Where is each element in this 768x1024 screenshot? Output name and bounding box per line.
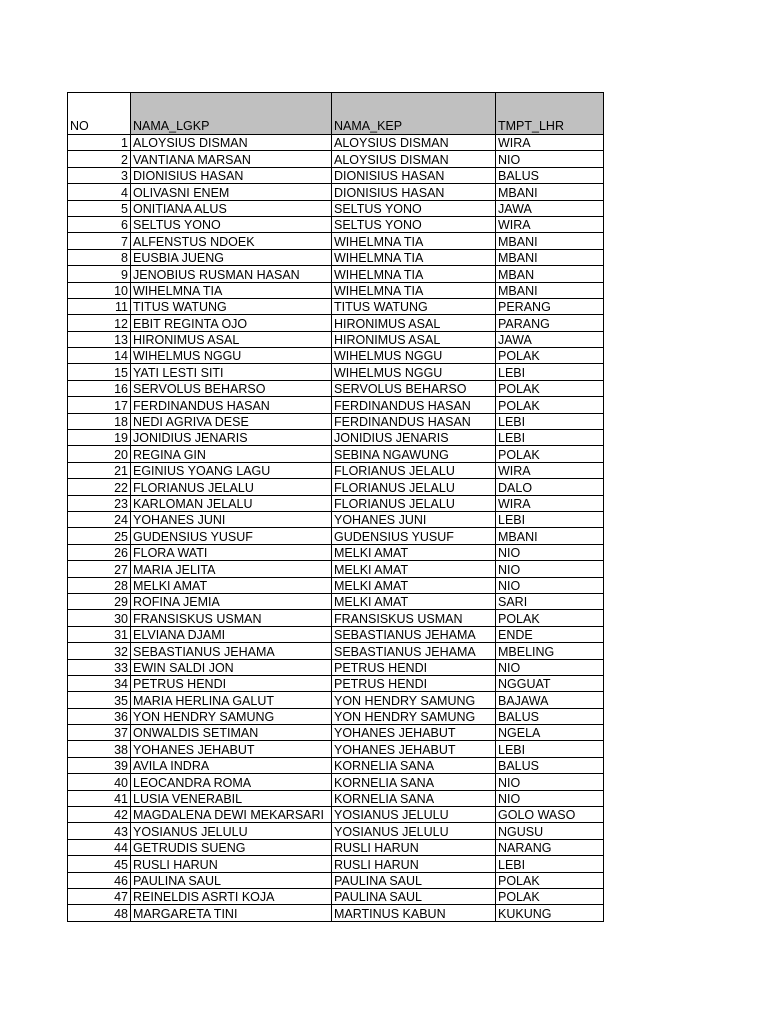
cell-nama-lgkp: EGINIUS YOANG LAGU [131,462,332,478]
cell-no: 10 [68,282,131,298]
cell-no: 20 [68,446,131,462]
cell-nama-kep: FERDINANDUS HASAN [332,413,496,429]
table-row [68,167,604,183]
cell-tmpt-lhr: WIRA [496,462,604,478]
cell-nama-lgkp: EBIT REGINTA OJO [131,315,332,331]
cell-tmpt-lhr: MBANI [496,184,604,200]
cell-tmpt-lhr: WIRA [496,135,604,151]
cell-tmpt-lhr: GOLO WASO [496,807,604,823]
table-row [68,872,604,888]
cell-no: 22 [68,479,131,495]
header-nama-lgkp: NAMA_LGKP [131,93,332,135]
cell-tmpt-lhr: NARANG [496,839,604,855]
table-row [68,151,604,167]
table-row [68,200,604,216]
cell-nama-kep: KORNELIA SANA [332,757,496,773]
cell-nama-lgkp: REGINA GIN [131,446,332,462]
cell-no: 43 [68,823,131,839]
cell-nama-kep: YOHANES JUNI [332,511,496,527]
cell-nama-kep: MARTINUS KABUN [332,905,496,921]
cell-no: 34 [68,675,131,691]
cell-tmpt-lhr: NIO [496,774,604,790]
header-tmpt-lhr: TMPT_LHR [496,93,604,135]
cell-tmpt-lhr: NGGUAT [496,675,604,691]
cell-nama-kep: MELKI AMAT [332,577,496,593]
cell-no: 33 [68,659,131,675]
cell-nama-lgkp: PETRUS HENDI [131,675,332,691]
table-row [68,331,604,347]
table-body [68,135,604,922]
cell-nama-kep: WIHELMUS NGGU [332,364,496,380]
cell-no: 44 [68,839,131,855]
cell-no: 18 [68,413,131,429]
cell-nama-lgkp: YATI LESTI SITI [131,364,332,380]
cell-nama-lgkp: WIHELMUS NGGU [131,348,332,364]
cell-no: 46 [68,872,131,888]
cell-tmpt-lhr: POLAK [496,888,604,904]
cell-tmpt-lhr: POLAK [496,397,604,413]
cell-nama-lgkp: EWIN SALDI JON [131,659,332,675]
cell-no: 47 [68,888,131,904]
cell-tmpt-lhr: POLAK [496,446,604,462]
cell-no: 35 [68,692,131,708]
table-row [68,479,604,495]
table-row [68,216,604,232]
cell-nama-kep: WIHELMNA TIA [332,282,496,298]
cell-nama-lgkp: YOHANES JUNI [131,511,332,527]
table-row [68,135,604,151]
cell-tmpt-lhr: POLAK [496,610,604,626]
cell-nama-lgkp: FERDINANDUS HASAN [131,397,332,413]
cell-no: 17 [68,397,131,413]
cell-no: 29 [68,593,131,609]
cell-nama-kep: HIRONIMUS ASAL [332,315,496,331]
cell-no: 14 [68,348,131,364]
cell-nama-lgkp: JENOBIUS RUSMAN HASAN [131,266,332,282]
table-row [68,643,604,659]
cell-tmpt-lhr: MBELING [496,643,604,659]
table-row [68,380,604,396]
cell-nama-kep: FLORIANUS JELALU [332,495,496,511]
cell-nama-kep: GUDENSIUS YUSUF [332,528,496,544]
cell-nama-kep: ALOYSIUS DISMAN [332,151,496,167]
cell-no: 28 [68,577,131,593]
cell-no: 30 [68,610,131,626]
cell-tmpt-lhr: MBANI [496,528,604,544]
table-row [68,692,604,708]
cell-nama-lgkp: FLORIANUS JELALU [131,479,332,495]
cell-no: 5 [68,200,131,216]
cell-tmpt-lhr: POLAK [496,872,604,888]
table-row [68,823,604,839]
cell-nama-lgkp: MARGARETA TINI [131,905,332,921]
cell-tmpt-lhr: SARI [496,593,604,609]
cell-nama-kep: FERDINANDUS HASAN [332,397,496,413]
table-header [68,93,604,135]
cell-nama-kep: YOHANES JEHABUT [332,741,496,757]
table-row [68,511,604,527]
cell-nama-lgkp: KARLOMAN JELALU [131,495,332,511]
table-row [68,528,604,544]
cell-nama-lgkp: ALOYSIUS DISMAN [131,135,332,151]
cell-tmpt-lhr: LEBI [496,741,604,757]
cell-no: 27 [68,561,131,577]
cell-nama-kep: WIHELMNA TIA [332,249,496,265]
cell-nama-kep: SELTUS YONO [332,200,496,216]
cell-nama-lgkp: FLORA WATI [131,544,332,560]
cell-tmpt-lhr: WIRA [496,216,604,232]
cell-nama-kep: WIHELMNA TIA [332,233,496,249]
cell-nama-kep: YON HENDRY SAMUNG [332,708,496,724]
cell-tmpt-lhr: LEBI [496,364,604,380]
cell-no: 16 [68,380,131,396]
cell-no: 4 [68,184,131,200]
cell-nama-kep: YOSIANUS JELULU [332,807,496,823]
cell-nama-kep: SELTUS YONO [332,216,496,232]
cell-nama-lgkp: TITUS WATUNG [131,298,332,314]
table-row [68,888,604,904]
table-row [68,839,604,855]
table-row [68,856,604,872]
table-row [68,626,604,642]
cell-no: 40 [68,774,131,790]
cell-nama-kep: PETRUS HENDI [332,659,496,675]
cell-no: 32 [68,643,131,659]
cell-no: 12 [68,315,131,331]
cell-nama-kep: DIONISIUS HASAN [332,167,496,183]
cell-nama-lgkp: MELKI AMAT [131,577,332,593]
table-row [68,364,604,380]
cell-nama-lgkp: SELTUS YONO [131,216,332,232]
table-row [68,905,604,921]
cell-nama-kep: KORNELIA SANA [332,790,496,806]
cell-nama-lgkp: JONIDIUS JENARIS [131,430,332,446]
table-row [68,790,604,806]
cell-nama-lgkp: GUDENSIUS YUSUF [131,528,332,544]
table-row [68,397,604,413]
cell-nama-kep: DIONISIUS HASAN [332,184,496,200]
cell-tmpt-lhr: JAWA [496,331,604,347]
table-row [68,315,604,331]
table-row [68,184,604,200]
cell-nama-kep: MELKI AMAT [332,544,496,560]
cell-no: 37 [68,725,131,741]
cell-no: 26 [68,544,131,560]
cell-tmpt-lhr: POLAK [496,380,604,396]
cell-tmpt-lhr: BALUS [496,167,604,183]
cell-nama-lgkp: MARIA HERLINA GALUT [131,692,332,708]
cell-nama-lgkp: HIRONIMUS ASAL [131,331,332,347]
cell-nama-kep: SEBASTIANUS JEHAMA [332,626,496,642]
cell-no: 42 [68,807,131,823]
cell-nama-lgkp: SERVOLUS BEHARSO [131,380,332,396]
cell-no: 1 [68,135,131,151]
cell-tmpt-lhr: MBANI [496,233,604,249]
cell-nama-lgkp: OLIVASNI ENEM [131,184,332,200]
cell-nama-kep: ALOYSIUS DISMAN [332,135,496,151]
cell-tmpt-lhr: PARANG [496,315,604,331]
cell-nama-kep: YON HENDRY SAMUNG [332,692,496,708]
table-row [68,298,604,314]
table-row [68,495,604,511]
cell-nama-lgkp: ONWALDIS SETIMAN [131,725,332,741]
data-table [67,92,604,922]
cell-tmpt-lhr: LEBI [496,413,604,429]
table-row [68,807,604,823]
cell-tmpt-lhr: MBANI [496,249,604,265]
cell-tmpt-lhr: POLAK [496,348,604,364]
cell-nama-kep: FLORIANUS JELALU [332,479,496,495]
table-row [68,774,604,790]
cell-no: 9 [68,266,131,282]
cell-tmpt-lhr: LEBI [496,856,604,872]
cell-tmpt-lhr: MBANI [496,282,604,298]
cell-tmpt-lhr: NIO [496,544,604,560]
cell-tmpt-lhr: LEBI [496,430,604,446]
table-row [68,610,604,626]
cell-no: 41 [68,790,131,806]
cell-tmpt-lhr: NIO [496,577,604,593]
table-row [68,282,604,298]
cell-no: 48 [68,905,131,921]
header-nama-kep: NAMA_KEP [332,93,496,135]
cell-tmpt-lhr: MBAN [496,266,604,282]
cell-nama-kep: FLORIANUS JELALU [332,462,496,478]
cell-no: 36 [68,708,131,724]
cell-nama-kep: MELKI AMAT [332,593,496,609]
table-row [68,266,604,282]
cell-nama-kep: SERVOLUS BEHARSO [332,380,496,396]
cell-no: 25 [68,528,131,544]
cell-tmpt-lhr: PERANG [496,298,604,314]
cell-nama-kep: RUSLI HARUN [332,839,496,855]
cell-tmpt-lhr: BAJAWA [496,692,604,708]
cell-tmpt-lhr: NIO [496,151,604,167]
table-row [68,561,604,577]
cell-nama-kep: MELKI AMAT [332,561,496,577]
cell-no: 45 [68,856,131,872]
cell-nama-lgkp: EUSBIA JUENG [131,249,332,265]
cell-nama-kep: PAULINA SAUL [332,872,496,888]
cell-tmpt-lhr: WIRA [496,495,604,511]
cell-tmpt-lhr: DALO [496,479,604,495]
cell-nama-lgkp: ROFINA JEMIA [131,593,332,609]
table-row [68,741,604,757]
cell-tmpt-lhr: ENDE [496,626,604,642]
cell-tmpt-lhr: BALUS [496,757,604,773]
cell-nama-kep: FRANSISKUS USMAN [332,610,496,626]
table-row [68,757,604,773]
table-row [68,430,604,446]
cell-no: 38 [68,741,131,757]
cell-nama-lgkp: YOHANES JEHABUT [131,741,332,757]
cell-no: 31 [68,626,131,642]
cell-nama-lgkp: ALFENSTUS NDOEK [131,233,332,249]
cell-nama-kep: YOHANES JEHABUT [332,725,496,741]
cell-nama-lgkp: NEDI AGRIVA DESE [131,413,332,429]
cell-no: 7 [68,233,131,249]
cell-nama-lgkp: RUSLI HARUN [131,856,332,872]
cell-no: 23 [68,495,131,511]
cell-nama-lgkp: MAGDALENA DEWI MEKARSARI [131,807,332,823]
table-row [68,249,604,265]
cell-no: 2 [68,151,131,167]
cell-tmpt-lhr: JAWA [496,200,604,216]
table-row [68,708,604,724]
cell-tmpt-lhr: NGUSU [496,823,604,839]
cell-no: 19 [68,430,131,446]
cell-nama-kep: KORNELIA SANA [332,774,496,790]
cell-tmpt-lhr: LEBI [496,511,604,527]
cell-nama-kep: RUSLI HARUN [332,856,496,872]
table-row [68,348,604,364]
cell-nama-lgkp: YON HENDRY SAMUNG [131,708,332,724]
cell-nama-kep: PAULINA SAUL [332,888,496,904]
cell-nama-lgkp: AVILA INDRA [131,757,332,773]
cell-nama-lgkp: YOSIANUS JELULU [131,823,332,839]
cell-nama-lgkp: DIONISIUS HASAN [131,167,332,183]
cell-no: 21 [68,462,131,478]
cell-no: 24 [68,511,131,527]
table-row [68,233,604,249]
table-row [68,462,604,478]
cell-tmpt-lhr: BALUS [496,708,604,724]
cell-nama-lgkp: PAULINA SAUL [131,872,332,888]
cell-nama-lgkp: LUSIA VENERABIL [131,790,332,806]
cell-no: 11 [68,298,131,314]
cell-nama-lgkp: LEOCANDRA ROMA [131,774,332,790]
table-row [68,577,604,593]
cell-nama-lgkp: VANTIANA MARSAN [131,151,332,167]
cell-nama-kep: SEBINA NGAWUNG [332,446,496,462]
cell-nama-kep: PETRUS HENDI [332,675,496,691]
table-row [68,446,604,462]
header-no: NO [68,93,131,135]
table-row [68,413,604,429]
table-row [68,675,604,691]
table-row [68,593,604,609]
cell-no: 13 [68,331,131,347]
cell-nama-kep: WIHELMUS NGGU [332,348,496,364]
cell-tmpt-lhr: NGELA [496,725,604,741]
cell-nama-lgkp: ELVIANA DJAMI [131,626,332,642]
cell-nama-lgkp: SEBASTIANUS JEHAMA [131,643,332,659]
cell-nama-lgkp: MARIA JELITA [131,561,332,577]
cell-nama-kep: WIHELMNA TIA [332,266,496,282]
cell-tmpt-lhr: NIO [496,659,604,675]
table-row [68,725,604,741]
cell-nama-kep: TITUS WATUNG [332,298,496,314]
cell-nama-lgkp: ONITIANA ALUS [131,200,332,216]
cell-no: 15 [68,364,131,380]
cell-nama-lgkp: REINELDIS ASRTI KOJA [131,888,332,904]
cell-no: 3 [68,167,131,183]
cell-tmpt-lhr: KUKUNG [496,905,604,921]
cell-nama-kep: HIRONIMUS ASAL [332,331,496,347]
cell-nama-kep: JONIDIUS JENARIS [332,430,496,446]
table-row [68,544,604,560]
cell-nama-lgkp: WIHELMNA TIA [131,282,332,298]
cell-nama-lgkp: GETRUDIS SUENG [131,839,332,855]
cell-tmpt-lhr: NIO [496,790,604,806]
table-row [68,659,604,675]
cell-no: 8 [68,249,131,265]
cell-tmpt-lhr: NIO [496,561,604,577]
cell-nama-kep: YOSIANUS JELULU [332,823,496,839]
cell-no: 6 [68,216,131,232]
cell-no: 39 [68,757,131,773]
cell-nama-lgkp: FRANSISKUS USMAN [131,610,332,626]
cell-nama-kep: SEBASTIANUS JEHAMA [332,643,496,659]
header-row [68,93,604,135]
